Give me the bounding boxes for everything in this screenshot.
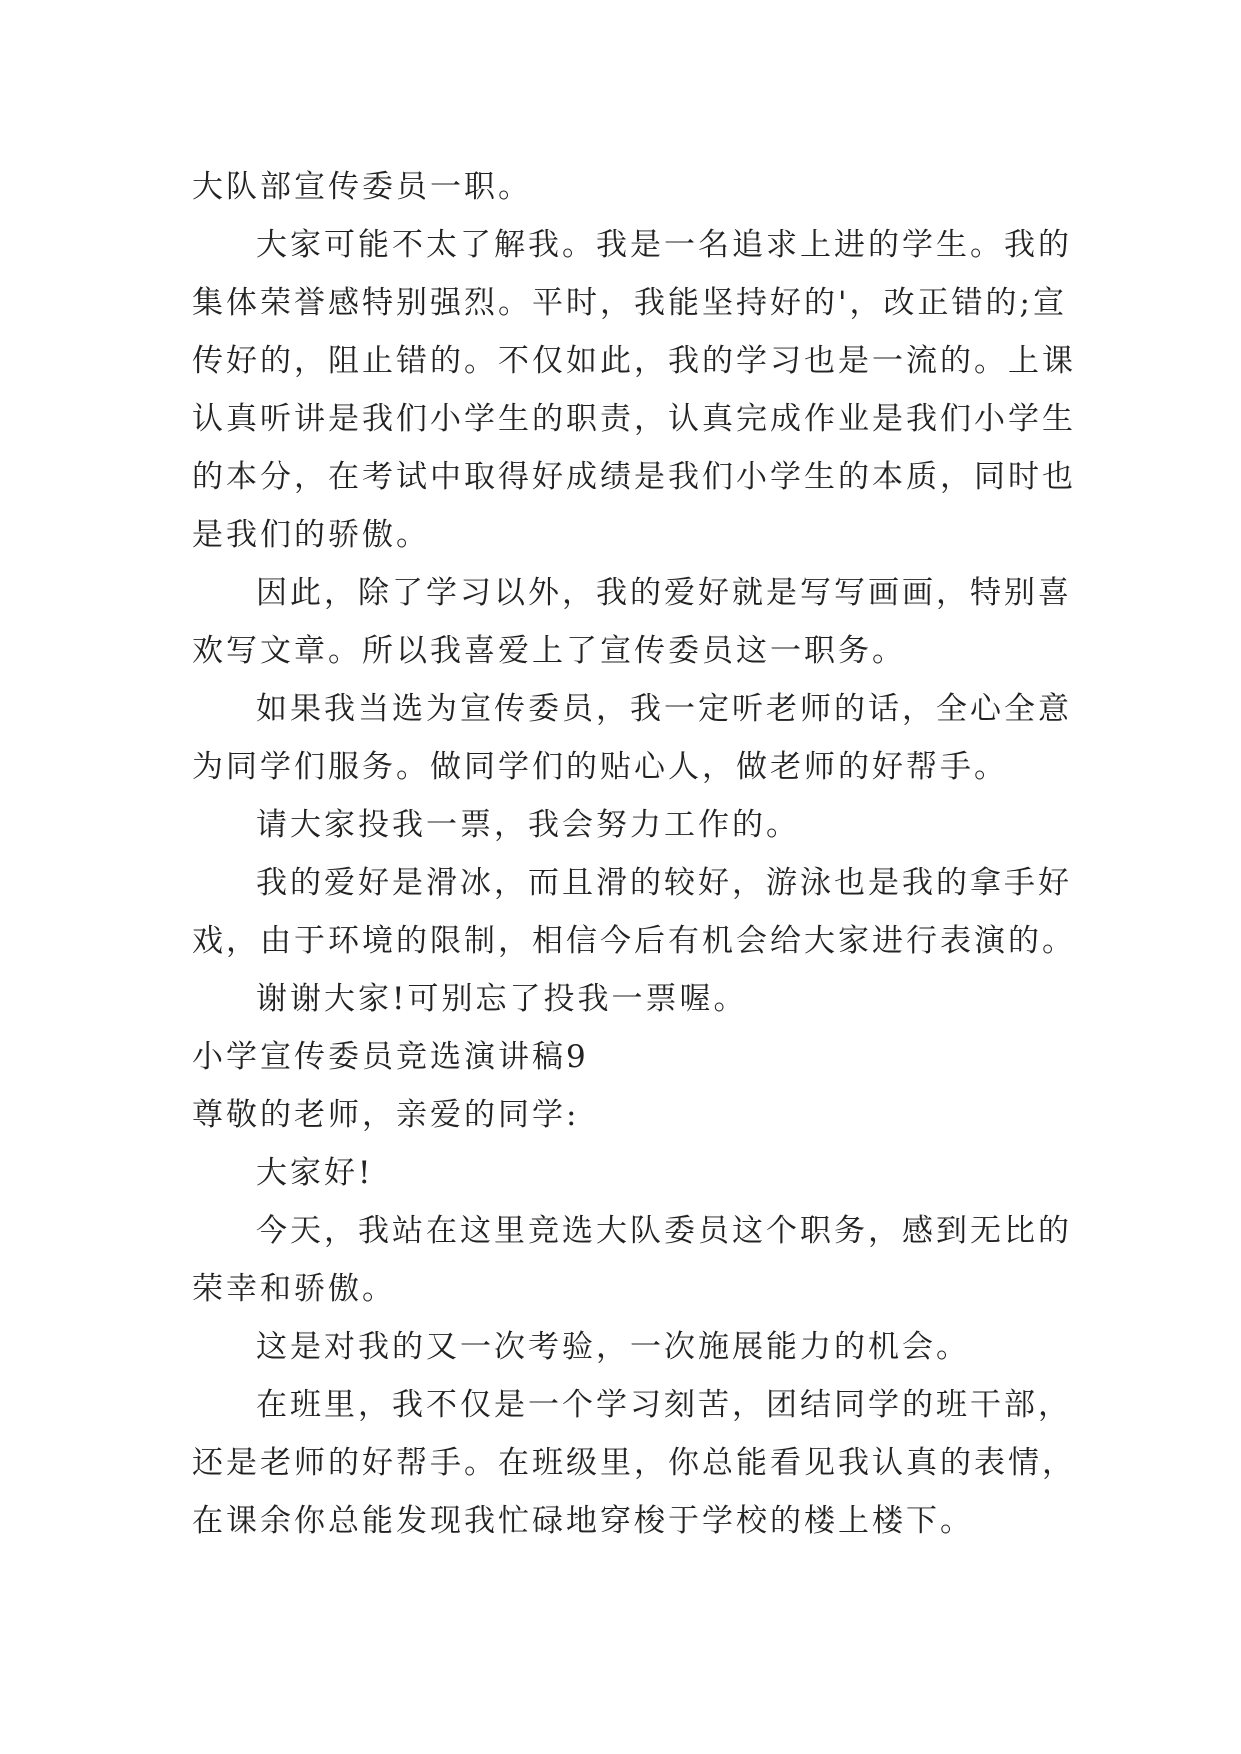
paragraph-line: 传好的，阻止错的。不仅如此，我的学习也是一流的。上课 [192, 343, 1076, 379]
paragraph-line: 在班里，我不仅是一个学习刻苦，团结同学的班干部， [256, 1387, 1072, 1423]
salutation: 尊敬的老师，亲爱的同学: [192, 1097, 580, 1133]
paragraph-line: 欢写文章。所以我喜爱上了宣传委员这一职务。 [192, 633, 906, 669]
paragraph-line: 戏，由于环境的限制，相信今后有机会给大家进行表演的。 [192, 923, 1076, 959]
paragraph-line: 荣幸和骄傲。 [192, 1271, 396, 1307]
paragraph-line: 是我们的骄傲。 [192, 517, 430, 553]
paragraph-line: 集体荣誉感特别强烈。平时，我能坚持好的'，改正错的;宣 [192, 285, 1067, 321]
paragraph-line: 为同学们服务。做同学们的贴心人，做老师的好帮手。 [192, 749, 1008, 785]
paragraph-line: 大队部宣传委员一职。 [192, 169, 532, 205]
document-body [192, 158, 1092, 1550]
section-title: 小学宣传委员竞选演讲稿9 [192, 1039, 589, 1075]
paragraph-line: 如果我当选为宣传委员，我一定听老师的话，全心全意 [256, 691, 1072, 727]
greeting: 大家好! [256, 1155, 374, 1191]
paragraph-line: 大家可能不太了解我。我是一名追求上进的学生。我的 [256, 227, 1072, 263]
paragraph-line: 认真听讲是我们小学生的职责，认真完成作业是我们小学生 [192, 401, 1076, 437]
paragraph-line: 因此，除了学习以外，我的爱好就是写写画画，特别喜 [256, 575, 1072, 611]
paragraph-line: 今天，我站在这里竞选大队委员这个职务，感到无比的 [256, 1213, 1072, 1249]
paragraph-line: 谢谢大家!可别忘了投我一票喔。 [256, 981, 748, 1017]
paragraph-line: 的本分，在考试中取得好成绩是我们小学生的本质，同时也 [192, 459, 1076, 495]
paragraph-line: 还是老师的好帮手。在班级里，你总能看见我认真的表情， [192, 1445, 1076, 1481]
paragraph-line: 这是对我的又一次考验，一次施展能力的机会。 [256, 1329, 970, 1365]
paragraph-line: 请大家投我一票，我会努力工作的。 [256, 807, 800, 843]
paragraph-line: 在课余你总能发现我忙碌地穿梭于学校的楼上楼下。 [192, 1503, 974, 1539]
paragraph-line: 我的爱好是滑冰，而且滑的较好，游泳也是我的拿手好 [256, 865, 1072, 901]
